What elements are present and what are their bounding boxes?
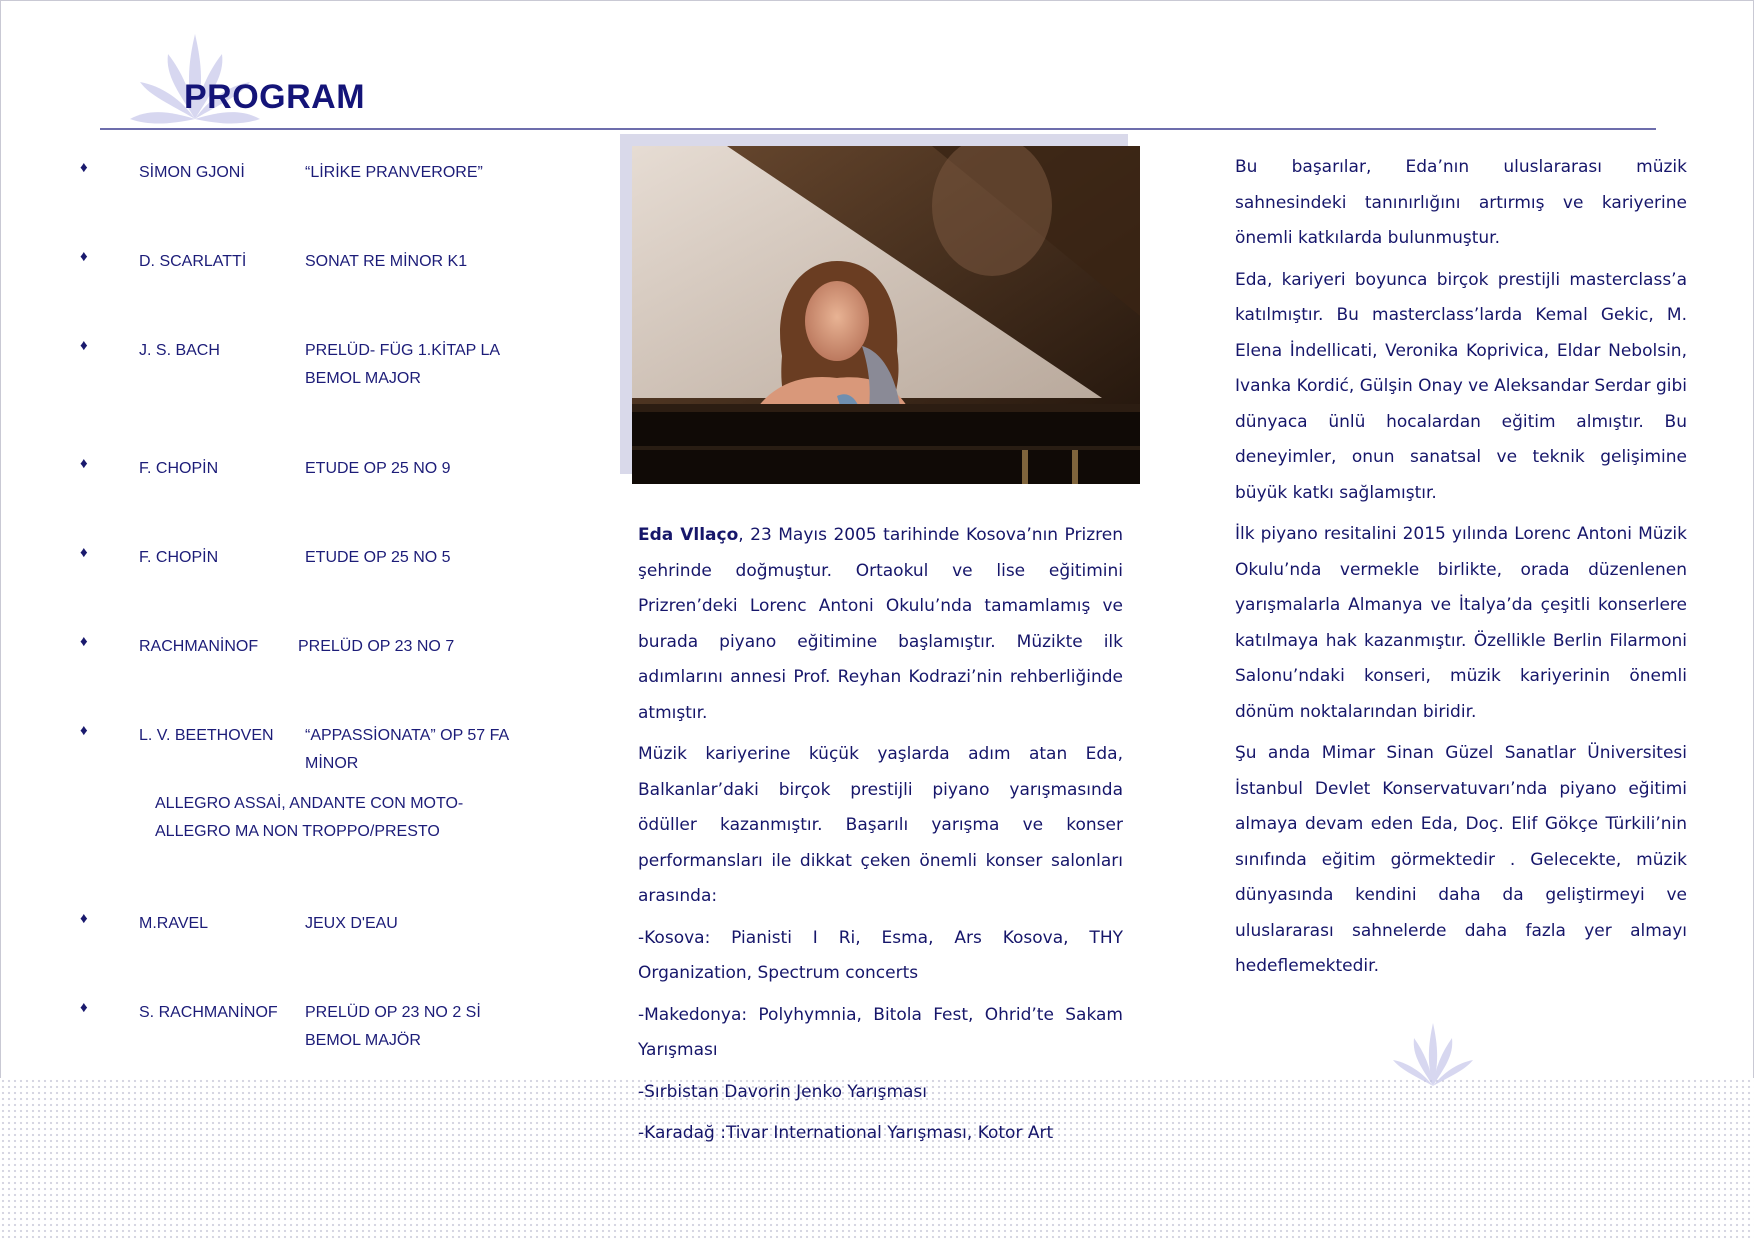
venue-karadag: -Karadağ :Tivar International Yarışması, Kotor Art	[638, 1123, 1054, 1143]
bio-recital-paragraph: İlk piyano resitalini 2015 yılında Lorenc Antoni Müzik Okulu’nda vermekle birlikte, orada düzenlenen yarışmalarla Almanya ve İtalya’da çeşitli konserlere katılmaya hak kazanmıştır. Özellikle Berlin Filarmoni Salonu’ndaki konseri, müzik kariyerinin önemli dönüm noktalarından biridir.	[1235, 524, 1687, 722]
work-title: PRELÜD- FÜG 1.KİTAP LA BEMOL MAJOR	[305, 342, 500, 387]
floral-ornament-icon	[1368, 1018, 1498, 1088]
work-title: SONAT RE MİNOR K1	[305, 253, 468, 270]
composer-name: F. CHOPİN	[139, 549, 219, 566]
bio-career-paragraph: Müzik kariyerine küçük yaşlarda adım atan Eda, Balkanlar’daki birçok prestijli piyano yarışmasında ödüller kazanmıştır. Başarılı yarışma ve konser performansları ile dikkat çeken önemli konser salonları arasında:	[638, 744, 1123, 906]
title-divider	[100, 128, 1656, 130]
work-title: “LİRİKE PRANVERORE”	[305, 164, 483, 181]
diamond-bullet-icon: ♦	[80, 722, 88, 739]
composer-name: M.RAVEL	[139, 915, 209, 932]
pianist-photo-illustration	[632, 146, 1140, 484]
venue-makedonya: -Makedonya: Polyhymnia, Bitola Fest, Ohrid’te Sakam Yarışması	[638, 1004, 1123, 1060]
work-title: JEUX D'EAU	[305, 915, 398, 932]
composer-name: D. SCARLATTİ	[139, 253, 247, 270]
work-title: ETUDE OP 25 NO 9	[305, 460, 451, 477]
composer-name: RACHMANİNOF	[139, 638, 259, 655]
work-title: “APPASSİONATA” OP 57 FA MİNOR	[305, 727, 509, 772]
composer-name: L. V. BEETHOVEN	[139, 727, 274, 744]
bio-achievements-paragraph: Bu başarılar, Eda’nın uluslararası müzik sahnesindeki tanınırlığını artırmış ve kariyerine önemli katkılarda bulunmuştur.	[1235, 157, 1687, 248]
biography-column-middle	[638, 518, 1123, 1158]
work-title: PRELÜD OP 23 NO 2 Sİ BEMOL MAJÖR	[305, 1004, 481, 1049]
composer-name: J. S. BACH	[139, 342, 220, 359]
beethoven-movements: ALLEGRO ASSAİ, ANDANTE CON MOTO-ALLEGRO MA NON TROPPO/PRESTO	[155, 795, 464, 840]
work-title: PRELÜD OP 23 NO 7	[298, 638, 455, 655]
pianist-photo	[632, 146, 1140, 484]
work-title: ETUDE OP 25 NO 5	[305, 549, 451, 566]
diamond-bullet-icon: ♦	[80, 248, 88, 265]
venue-sirbistan: -Sırbistan Davorin Jenko Yarışması	[638, 1081, 928, 1102]
bio-current-paragraph: Şu anda Mimar Sinan Güzel Sanatlar Üniversitesi İstanbul Devlet Konservatuvarı’nda piyano eğitimi almaya devam eden Eda, Doç. Elif Gökçe Türkili’nin sınıfında eğitim görmektedir . Gelecekte, müzik dünyasında kendini daha da geliştirmeyi ve uluslararası sahnelerde daha fazla yer almayı hedeflemektedir.	[1235, 743, 1687, 976]
page-title: PROGRAM	[184, 78, 366, 116]
diamond-bullet-icon: ♦	[80, 633, 88, 650]
diamond-bullet-icon: ♦	[80, 159, 88, 176]
diamond-bullet-icon: ♦	[80, 455, 88, 472]
artist-name: Eda Vllaço	[638, 525, 739, 545]
composer-name: S. RACHMANİNOF	[139, 1004, 278, 1021]
diamond-bullet-icon: ♦	[80, 544, 88, 561]
diamond-bullet-icon: ♦	[80, 999, 88, 1016]
bio-masterclass-paragraph: Eda, kariyeri boyunca birçok prestijli masterclass’a katılmıştır. Bu masterclass’larda Kemal Gekic, M. Elena İndellicati, Veronika Koprivica, Eldar Nebolsin, Ivanka Kordić, Gülşin Onay ve Aleksandar Serdar gibi dünyaca ünlü hocalardan eğitim almıştır. Bu deneyimler, onun sanatsal ve teknik gelişimine büyük katkı sağlamıştır.	[1235, 269, 1687, 503]
biography-column-right	[1235, 150, 1687, 991]
bio-intro-text: , 23 Mayıs 2005 tarihinde Kosova’nın Prizren şehrinde doğmuştur. Ortaokul ve lise eğitimini Prizren’deki Lorenc Antoni Okulu’nda tamamlamış ve burada piyano eğitimine başlamıştır. Müzikte ilk adımlarını annesi Prof. Reyhan Kodrazi’nin rehberliğinde atmıştır.	[638, 525, 1123, 723]
composer-name: F. CHOPİN	[139, 460, 219, 477]
venue-kosova: -Kosova: Pianisti I Ri, Esma, Ars Kosova, THY Organization, Spectrum concerts	[638, 927, 1123, 983]
diamond-bullet-icon: ♦	[80, 910, 88, 927]
diamond-bullet-icon: ♦	[80, 337, 88, 354]
composer-name: SİMON GJONİ	[139, 164, 245, 181]
bio-intro-paragraph	[638, 518, 1123, 731]
